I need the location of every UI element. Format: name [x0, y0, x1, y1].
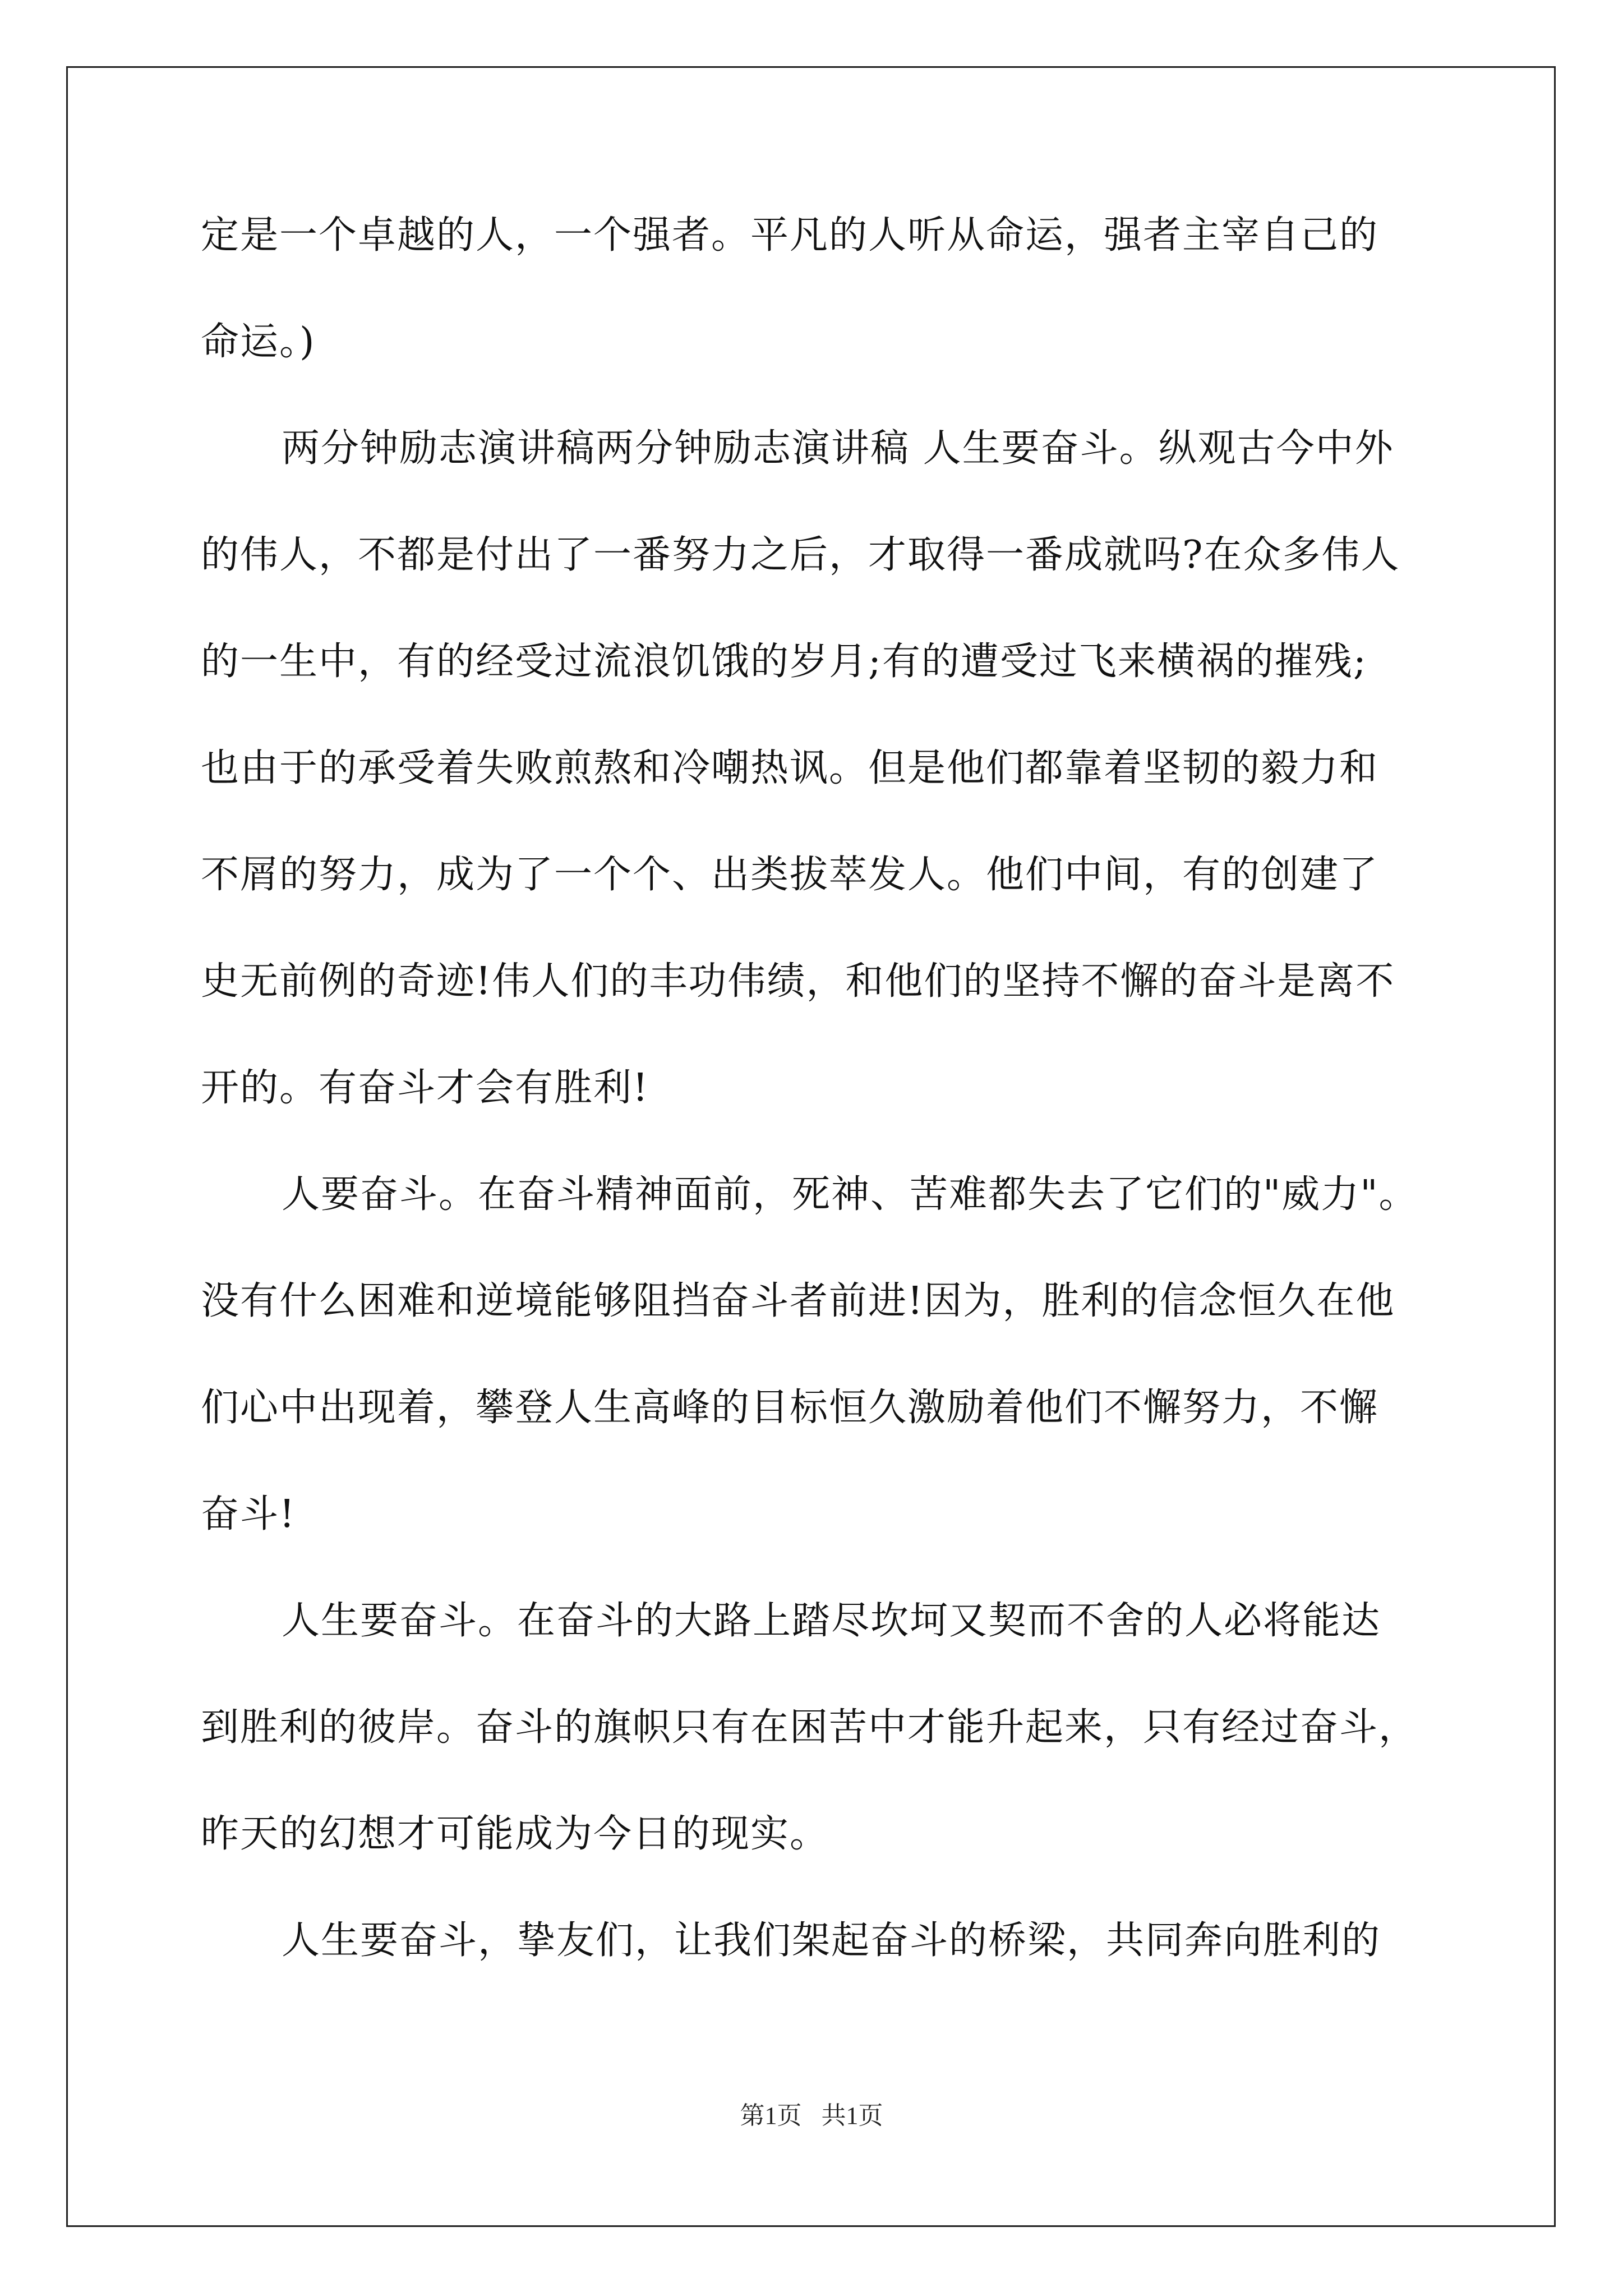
- text-line: 开的。有奋斗才会有胜利!: [201, 1066, 649, 1110]
- text-line: 人生要奋斗。在奋斗的大路上踏尽坎坷又契而不舍的人必将能达: [282, 1599, 1381, 1643]
- text-line: 到胜利的彼岸。奋斗的旗帜只有在困苦中才能升起来，只有经过奋斗，: [201, 1705, 1418, 1750]
- page-number-current: 第1页: [740, 2102, 802, 2129]
- text-line: 的一生中，有的经受过流浪饥饿的岁月;有的遭受过飞来横祸的摧残;: [201, 639, 1367, 684]
- text-line: 没有什么困难和逆境能够阻挡奋斗者前进!因为，胜利的信念恒久在他: [201, 1279, 1395, 1323]
- text-line: 命运。): [201, 320, 316, 364]
- page-number-total: 共1页: [821, 2102, 883, 2129]
- text-line: 人要奋斗。在奋斗精神面前，死神、苦难都失去了它们的"威力"。: [282, 1172, 1418, 1217]
- page-footer: [0, 2095, 1623, 2131]
- text-line: 的伟人，不都是付出了一番努力之后，才取得一番成就吗?在众多伟人: [201, 533, 1400, 577]
- text-line: 也由于的承受着失败煎熬和冷嘲热讽。但是他们都靠着坚韧的毅力和: [201, 746, 1379, 790]
- page-border: [66, 66, 1556, 2227]
- text-line: 人生要奋斗，挚友们，让我们架起奋斗的桥梁，共同奔向胜利的: [282, 1918, 1381, 1963]
- text-line: 不屑的努力，成为了一个个、出类拔萃发人。他们中间，有的创建了: [201, 853, 1379, 897]
- text-line: 史无前例的奇迹!伟人们的丰功伟绩，和他们的坚持不懈的奋斗是离不: [201, 959, 1395, 1004]
- text-line: 们心中出现着，攀登人生高峰的目标恒久激励着他们不懈努力，不懈: [201, 1386, 1379, 1430]
- text-line: 定是一个卓越的人，一个强者。平凡的人听从命运，强者主宰自己的: [201, 213, 1379, 257]
- text-line: 奋斗!: [201, 1492, 296, 1536]
- text-line: 两分钟励志演讲稿两分钟励志演讲稿 人生要奋斗。纵观古今中外: [282, 426, 1394, 471]
- text-line: 昨天的幻想才可能成为今日的现实。: [201, 1812, 829, 1856]
